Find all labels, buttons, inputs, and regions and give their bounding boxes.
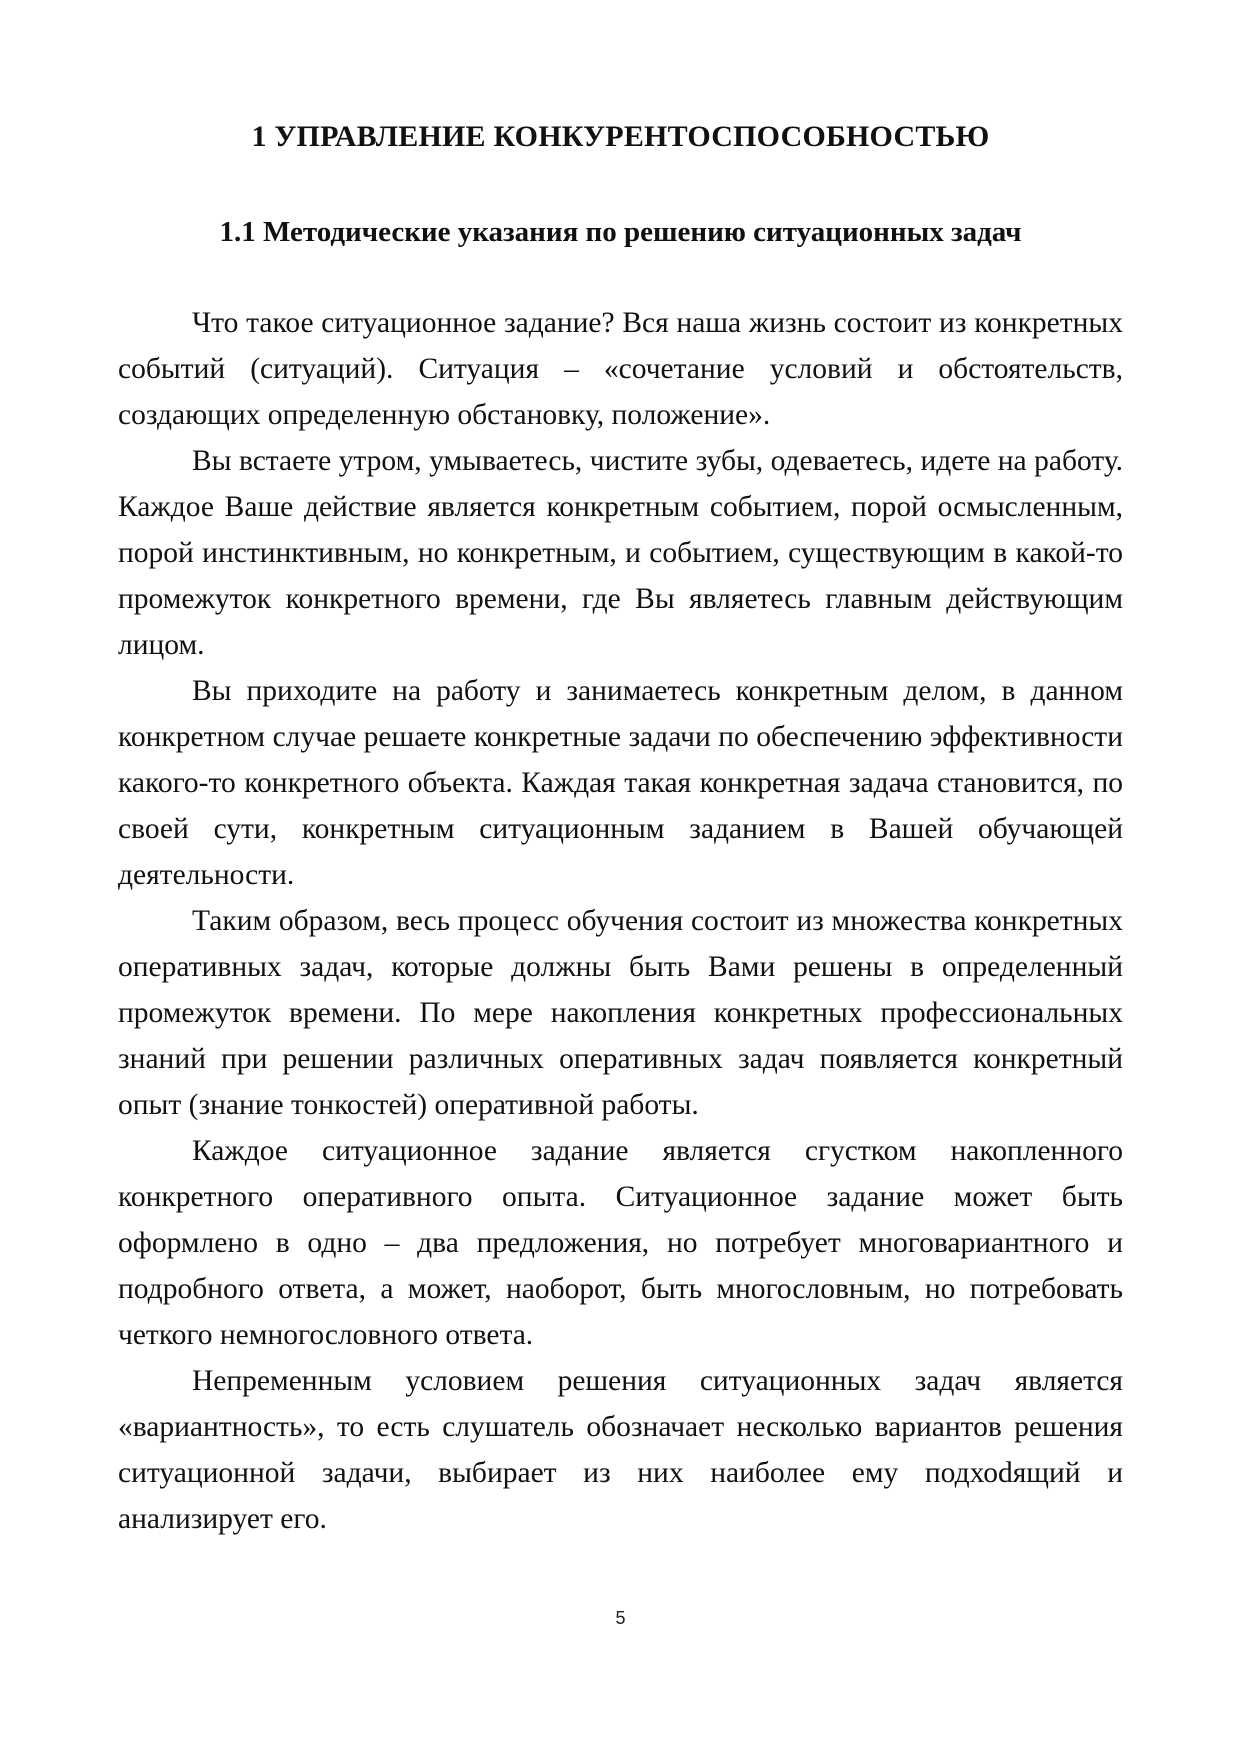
section-title: 1.1 Методические указания по решению ситуационных задач	[219, 216, 1022, 248]
paragraph-6: Непременным условием решения ситуационных задач является «вариантность», то есть слушатель обозначает несколько вариантов решения ситуационной задачи, выбирает из них наиболее ему подхоdящий и анализирует его.	[118, 1365, 1123, 1535]
body-text	[118, 300, 1123, 1542]
paragraph-1: Что такое ситуационное задание? Вся наша жизнь состоит из конкретных событий (ситуаций). Ситуация – «сочетание условий и обстоятельств, создающих определенную обстановку, положение».	[118, 307, 1123, 431]
page-number: 5	[615, 1608, 626, 1628]
paragraph-2: Вы встаете утром, умываетесь, чистите зубы, одеваетесь, идете на работу. Каждое Ваше действие является конкретным событием, порой осмысленным, порой инстинктивным, но конкретным, и событием, существующим в какой-то промежуток конкретного времени, где Вы являетесь главным действующим лицом.	[118, 445, 1123, 661]
paragraph-4: Таким образом, весь процесс обучения состоит из множества конкретных оперативных задач, которые должны быть Вами решены в определенный промежуток времени. По мере накопления конкретных профессиональных знаний при решении различных оперативных задач появляется конкретный опыт (знание тонкостей) оперативной работы.	[118, 905, 1123, 1121]
chapter-title: 1 УПРАВЛЕНИЕ КОНКУРЕНТОСПОСОБНОСТЬЮ	[251, 120, 990, 153]
paragraph-5: Каждое ситуационное задание является сгустком накопленного конкретного оперативного опыта. Ситуационное задание может быть оформлено в одно – два предложения, но потребует многовариантного и подробного ответа, а может, наоборот, быть многословным, но потребовать четкого немногословного ответа.	[118, 1135, 1123, 1351]
paragraph-3: Вы приходите на работу и занимаетесь конкретным делом, в данном конкретном случае решаете конкретные задачи по обеспечению эффективности какого-то конкретного объекта. Каждая такая конкретная задача становится, по своей сути, конкретным ситуационным заданием в Вашей обучающей деятельности.	[118, 675, 1123, 891]
